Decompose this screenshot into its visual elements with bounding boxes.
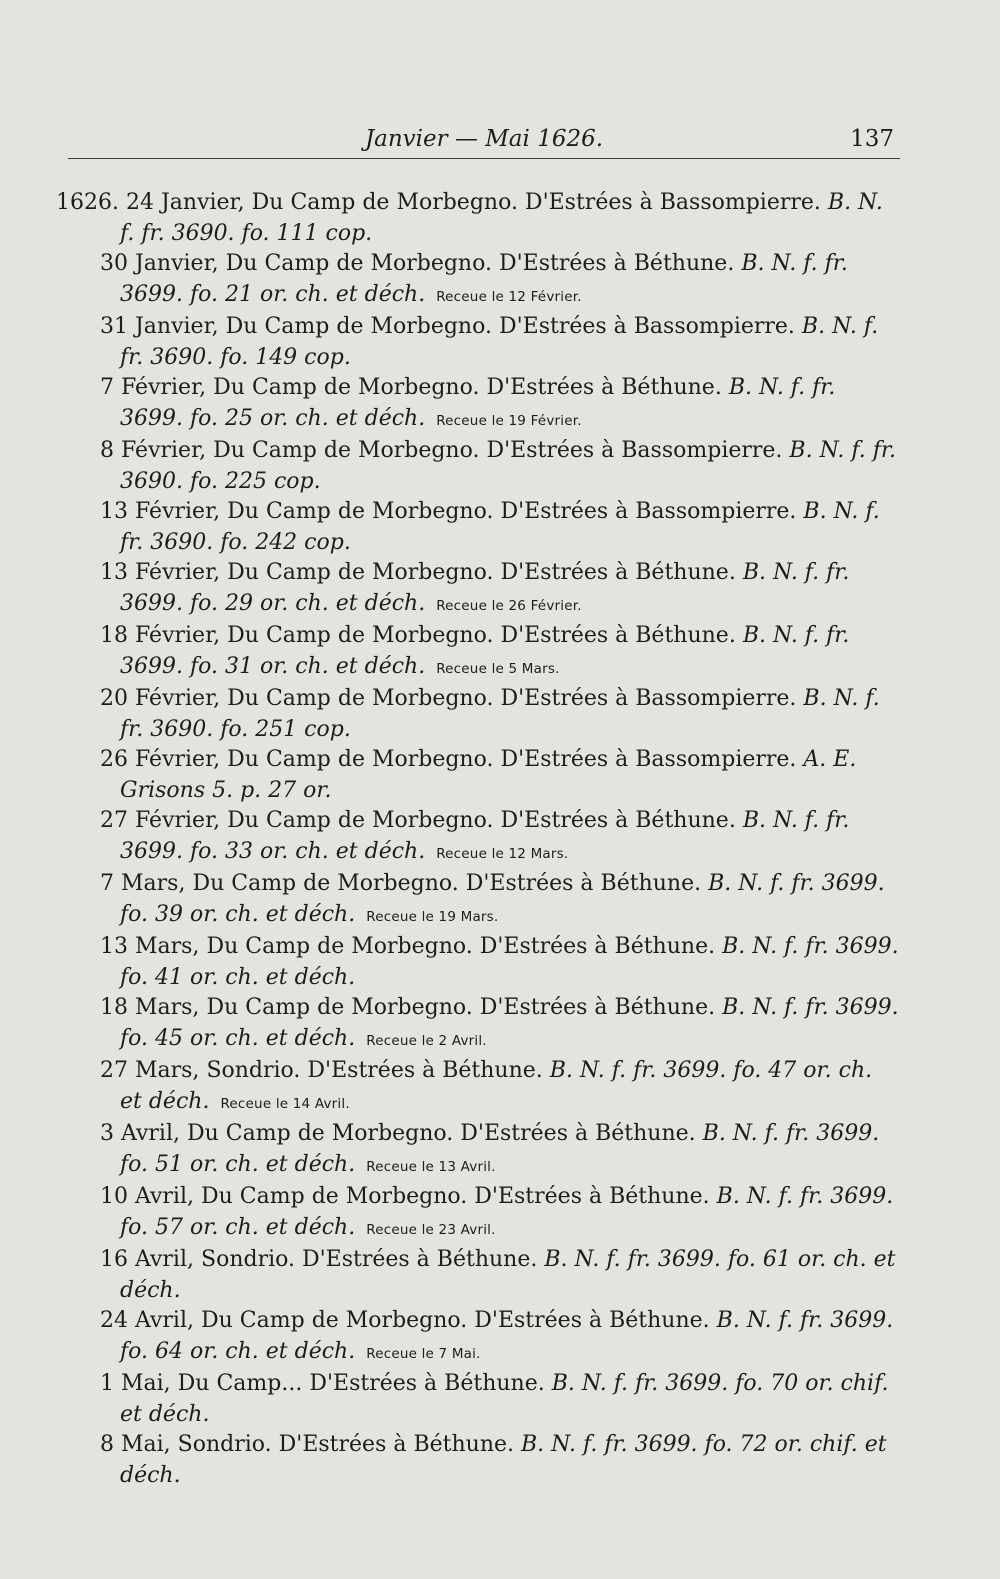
entry-reference: B. N. f. fr. 3699. fo. 21 or. ch. et déch. bbox=[120, 251, 848, 307]
calendar-entry bbox=[100, 1306, 900, 1369]
entry-date: 8 Février, bbox=[100, 438, 207, 463]
calendar-entry bbox=[100, 1056, 900, 1119]
entry-date: 18 Février, bbox=[100, 623, 221, 648]
entry-reference: B. N. f. fr. 3699. fo. 57 or. ch. et déch. bbox=[120, 1184, 894, 1240]
entry-date: 13 Mars, bbox=[100, 934, 200, 959]
entry-date: 7 Février, bbox=[100, 375, 207, 400]
entry-receipt-note: Receue le 5 Mars. bbox=[436, 660, 560, 677]
entry-date: 20 Février, bbox=[100, 686, 221, 711]
entry-receipt-note: Receue le 12 Février. bbox=[436, 288, 582, 305]
entry-receipt-note: Receue le 19 Février. bbox=[436, 412, 582, 429]
calendar-entry bbox=[100, 932, 900, 993]
entry-text: Du Camp de Morbegno. D'Estrées à Béthune. bbox=[206, 995, 716, 1020]
calendar-entry bbox=[100, 869, 900, 932]
calendar-entry bbox=[100, 312, 900, 373]
header-rule bbox=[68, 158, 900, 159]
entry-reference: B. N. f. fr. 3699. fo. 64 or. ch. et déch. bbox=[120, 1308, 894, 1364]
entry-list bbox=[56, 188, 900, 1491]
entry-text: Du Camp de Morbegno. D'Estrées à Bassompierre. bbox=[213, 438, 783, 463]
calendar-entry bbox=[100, 436, 900, 497]
entry-date: 13 Février, bbox=[100, 499, 221, 524]
entry-receipt-note: Receue le 7 Mai. bbox=[366, 1345, 481, 1362]
entry-text: Du Camp de Morbegno. D'Estrées à Béthune. bbox=[201, 1184, 710, 1209]
entry-text: Du Camp de Morbegno. D'Estrées à Bassompierre. bbox=[227, 747, 797, 772]
entry-date: 1 Mai, bbox=[100, 1371, 171, 1396]
entry-receipt-note: Receue le 12 Mars. bbox=[436, 845, 569, 862]
entry-reference: B. N. f. fr. 3699. fo. 70 or. chif. et déch. bbox=[120, 1371, 889, 1427]
entry-date: 8 Mai, bbox=[100, 1432, 171, 1457]
running-header bbox=[68, 118, 900, 158]
calendar-entry bbox=[100, 249, 900, 312]
entry-text: Du Camp de Morbegno. D'Estrées à Béthune. bbox=[227, 623, 736, 648]
entry-date: 13 Février, bbox=[100, 560, 221, 585]
entry-reference: B. N. f. fr. 3690. fo. 225 cop. bbox=[120, 438, 896, 494]
entry-reference: B. N. f. fr. 3690. fo. 149 cop. bbox=[120, 314, 879, 370]
entry-date: 26 Février, bbox=[100, 747, 221, 772]
entry-reference: B. N. f. fr. 3699. fo. 72 or. chif. et déch. bbox=[120, 1432, 887, 1488]
entry-text: Du Camp de Morbegno. D'Estrées à Béthune. bbox=[206, 934, 716, 959]
entry-receipt-note: Receue le 14 Avril. bbox=[220, 1095, 350, 1112]
entry-date: 30 Janvier, bbox=[100, 251, 219, 276]
entry-receipt-note: Receue le 2 Avril. bbox=[366, 1032, 487, 1049]
entry-reference: B. N. f. fr. 3690. fo. 242 cop. bbox=[120, 499, 880, 555]
entry-reference: B. N. f. fr. 3699. fo. 47 or. ch. et déch. bbox=[120, 1058, 873, 1114]
page-number: 137 bbox=[850, 126, 894, 152]
entry-reference: B. N. f. fr. 3699. fo. 33 or. ch. et déch. bbox=[120, 808, 850, 864]
entry-date: 27 Mars, bbox=[100, 1058, 200, 1083]
entry-date: 27 Février, bbox=[100, 808, 221, 833]
entry-date: 3 Avril, bbox=[100, 1121, 180, 1146]
entry-reference: B. N. f. fr. 3690. fo. 251 cop. bbox=[120, 686, 880, 742]
entry-text: Du Camp de Morbegno. D'Estrées à Bassompierre. bbox=[225, 314, 795, 339]
calendar-entry bbox=[100, 1430, 900, 1491]
calendar-entry bbox=[56, 188, 900, 249]
entry-text: Du Camp de Morbegno. D'Estrées à Béthune. bbox=[227, 560, 736, 585]
entry-text: Du Camp... D'Estrées à Béthune. bbox=[177, 1371, 545, 1396]
entry-date: 18 Mars, bbox=[100, 995, 200, 1020]
entry-receipt-note: Receue le 26 Février. bbox=[436, 597, 582, 614]
entry-reference: A. E. Grisons 5. p. 27 or. bbox=[120, 747, 857, 803]
entry-reference: B. N. f. fr. 3699. fo. 31 or. ch. et déch. bbox=[120, 623, 850, 679]
calendar-entry bbox=[100, 497, 900, 558]
calendar-entry bbox=[100, 558, 900, 621]
entry-text: Du Camp de Morbegno. D'Estrées à Béthune. bbox=[227, 808, 736, 833]
entry-reference: B. N. f. fr. 3699. fo. 51 or. ch. et déch. bbox=[120, 1121, 880, 1177]
entry-receipt-note: Receue le 19 Mars. bbox=[366, 908, 499, 925]
calendar-entry bbox=[100, 1369, 900, 1430]
entry-text: Du Camp de Morbegno. D'Estrées à Béthune. bbox=[192, 871, 702, 896]
entry-reference: B. N. f. fr. 3690. fo. 111 cop. bbox=[120, 190, 883, 246]
entry-date: 10 Avril, bbox=[100, 1184, 194, 1209]
calendar-entry bbox=[100, 621, 900, 684]
entry-receipt-note: Receue le 23 Avril. bbox=[366, 1221, 496, 1238]
entry-text: Sondrio. D'Estrées à Béthune. bbox=[201, 1247, 538, 1272]
calendar-entry bbox=[100, 1182, 900, 1245]
entry-reference: B. N. f. fr. 3699. fo. 29 or. ch. et déch. bbox=[120, 560, 850, 616]
entry-date: 1626. 24 Janvier, bbox=[56, 190, 245, 215]
calendar-entry bbox=[100, 1245, 900, 1306]
entry-date: 31 Janvier, bbox=[100, 314, 219, 339]
entry-receipt-note: Receue le 13 Avril. bbox=[366, 1158, 496, 1175]
entry-reference: B. N. f. fr. 3699. fo. 41 or. ch. et déch. bbox=[120, 934, 899, 990]
entry-reference: B. N. f. fr. 3699. fo. 25 or. ch. et déch. bbox=[120, 375, 836, 431]
entry-text: Du Camp de Morbegno. D'Estrées à Béthune. bbox=[201, 1308, 710, 1333]
calendar-entry bbox=[100, 684, 900, 745]
calendar-entry bbox=[100, 806, 900, 869]
calendar-entry bbox=[100, 993, 900, 1056]
entry-reference: B. N. f. fr. 3699. fo. 39 or. ch. et déch. bbox=[120, 871, 885, 927]
entry-text: Sondrio. D'Estrées à Béthune. bbox=[206, 1058, 543, 1083]
entry-reference: B. N. f. fr. 3699. fo. 45 or. ch. et déch. bbox=[120, 995, 899, 1051]
entry-text: Du Camp de Morbegno. D'Estrées à Béthune. bbox=[213, 375, 722, 400]
entry-reference: B. N. f. fr. 3699. fo. 61 or. ch. et déch. bbox=[120, 1247, 896, 1303]
entry-text: Du Camp de Morbegno. D'Estrées à Béthune. bbox=[187, 1121, 696, 1146]
calendar-entry bbox=[100, 373, 900, 436]
entry-text: Sondrio. D'Estrées à Béthune. bbox=[177, 1432, 515, 1457]
entry-text: Du Camp de Morbegno. D'Estrées à Béthune. bbox=[225, 251, 735, 276]
entry-date: 7 Mars, bbox=[100, 871, 186, 896]
entry-text: Du Camp de Morbegno. D'Estrées à Bassompierre. bbox=[251, 190, 821, 215]
entry-date: 24 Avril, bbox=[100, 1308, 194, 1333]
calendar-entry bbox=[100, 1119, 900, 1182]
entry-text: Du Camp de Morbegno. D'Estrées à Bassompierre. bbox=[227, 686, 797, 711]
calendar-entry bbox=[100, 745, 900, 806]
running-title: Janvier — Mai 1626. bbox=[364, 126, 604, 152]
entry-date: 16 Avril, bbox=[100, 1247, 194, 1272]
entry-text: Du Camp de Morbegno. D'Estrées à Bassompierre. bbox=[227, 499, 797, 524]
